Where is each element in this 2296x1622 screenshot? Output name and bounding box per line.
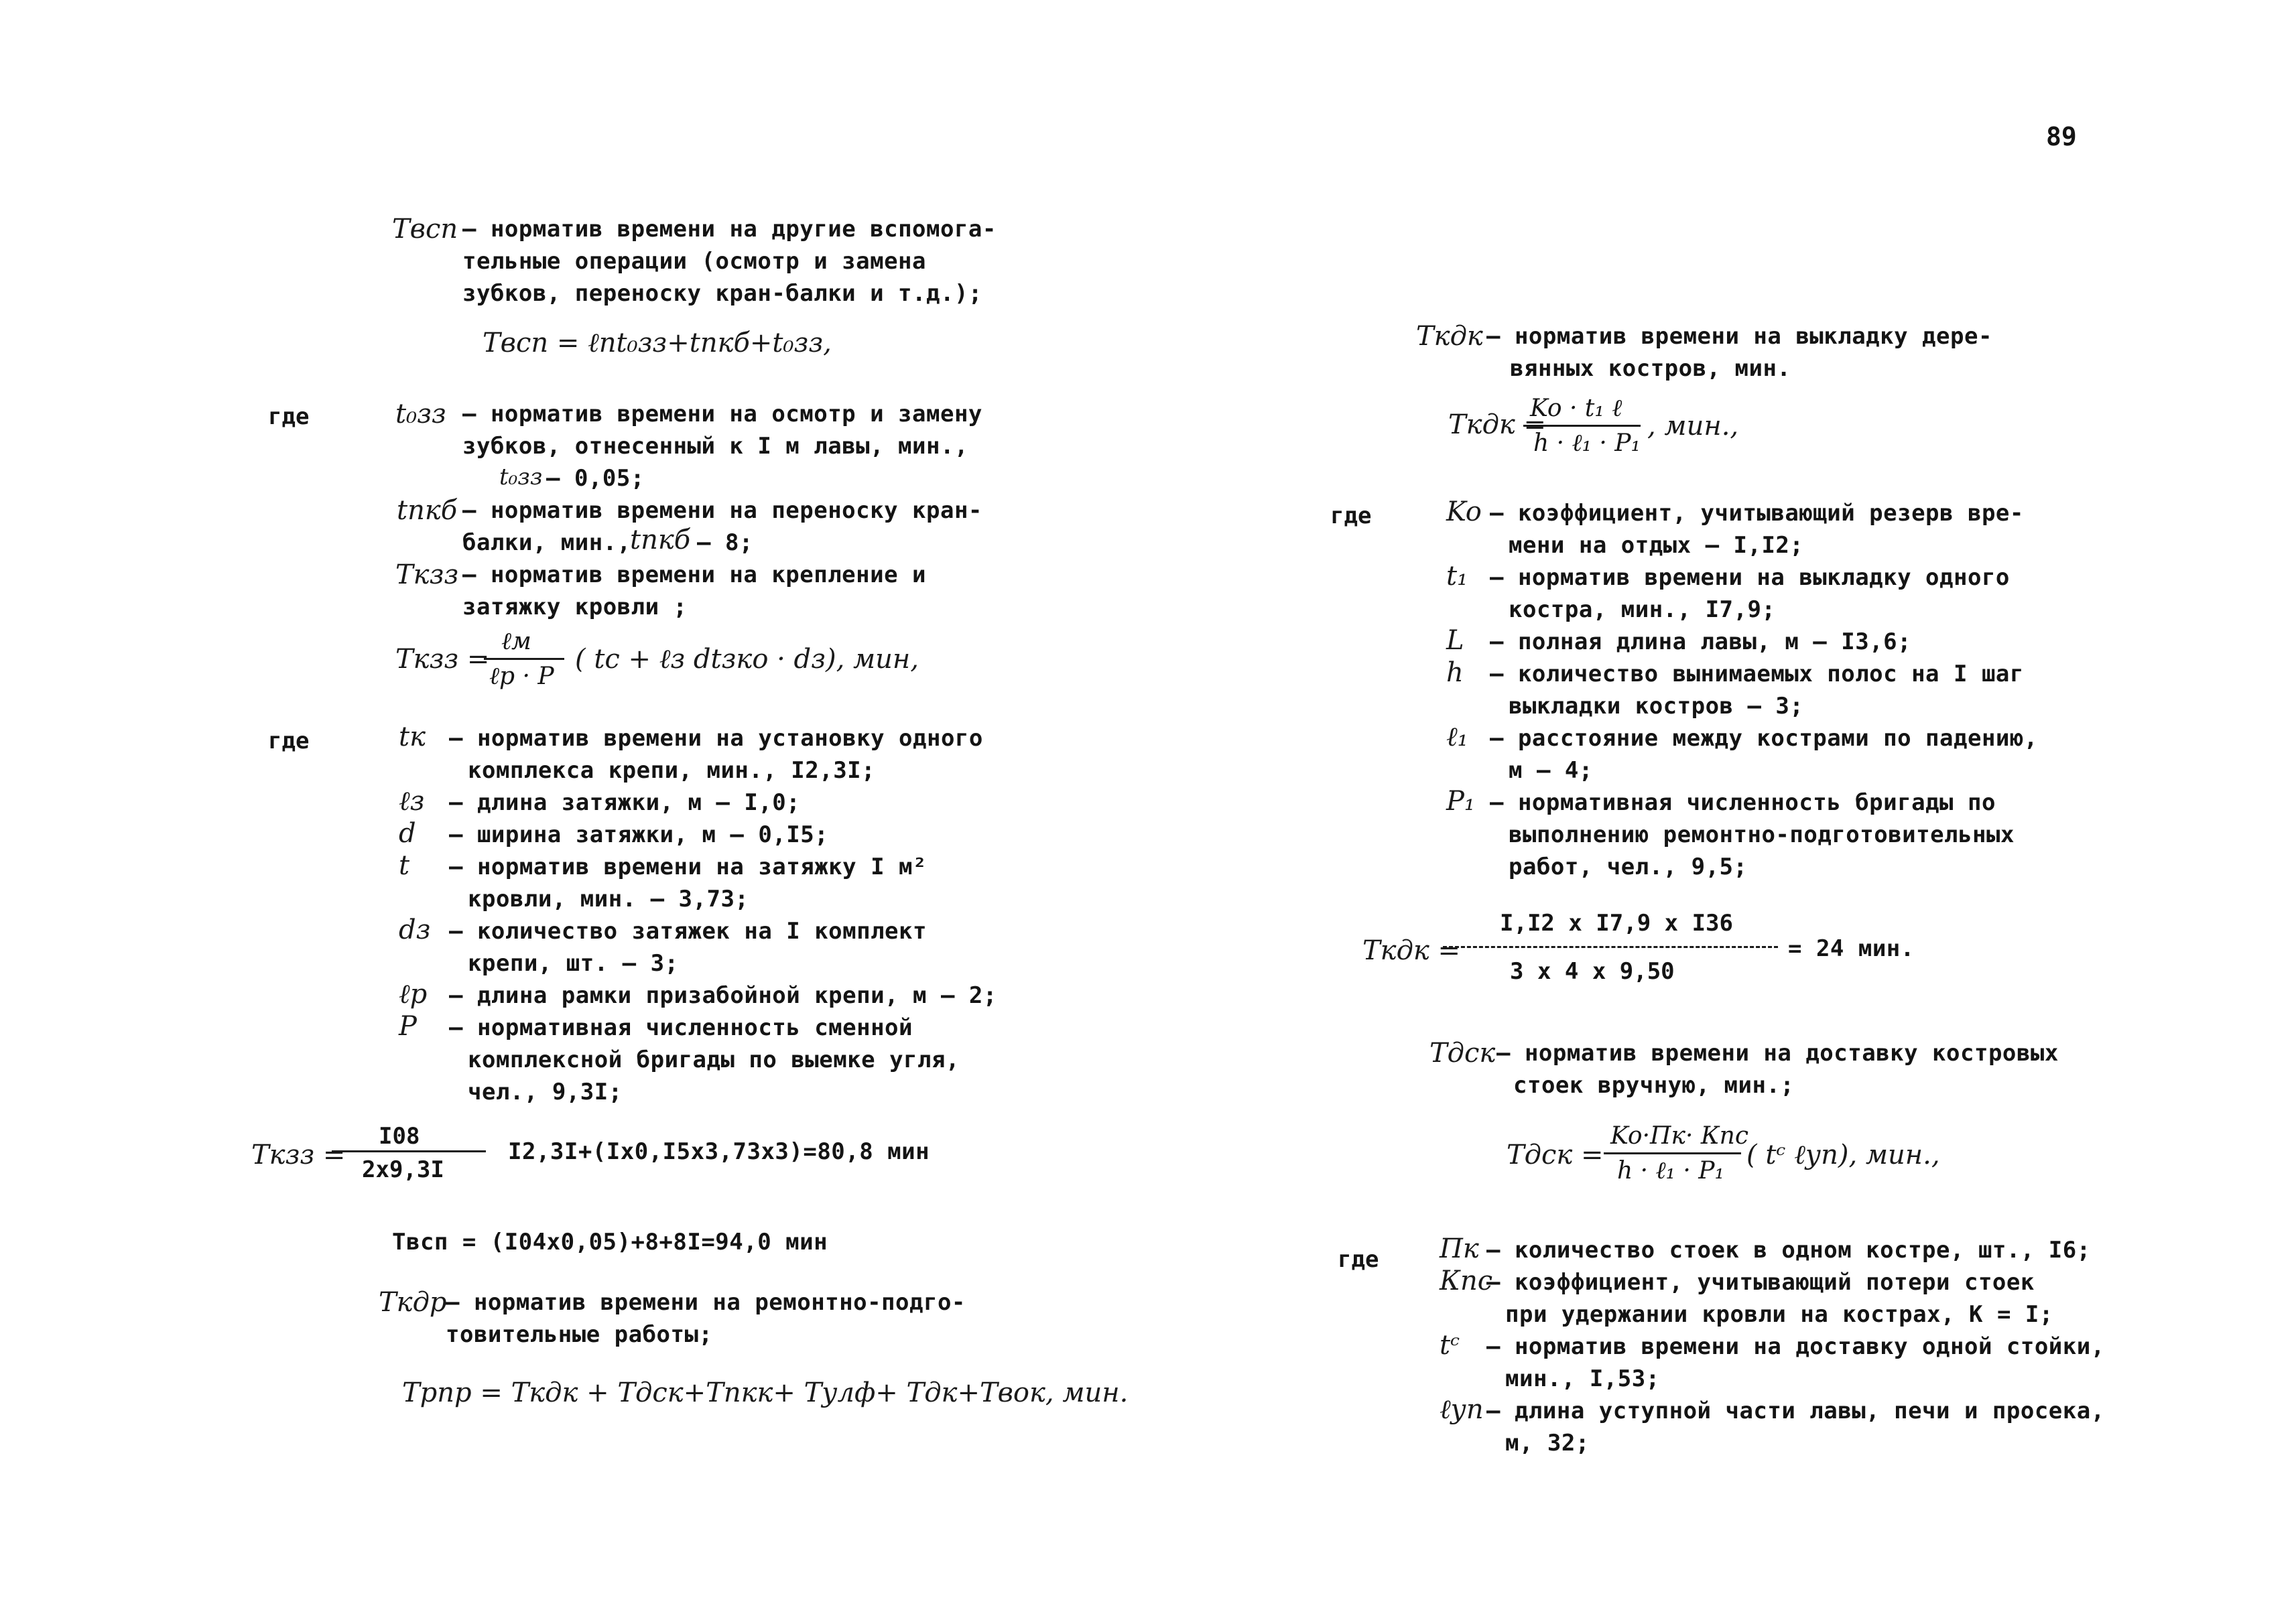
variable-symbol: P₁ [1446, 786, 1475, 817]
variable-definition-line: – полная длина лавы, м – I3,6; [1490, 628, 1912, 655]
variable-definition-line: мени на отдых – I,I2; [1509, 532, 1804, 559]
calc1-lhs: Tкзз = [251, 1140, 346, 1170]
tkzz-formula-fraction-bar [484, 658, 564, 660]
where-label-1: где [268, 403, 310, 430]
where-label-4: где [1338, 1246, 1379, 1273]
variable-symbol: tᶜ [1440, 1330, 1460, 1361]
tvsp-definition-line-2: тельные операции (осмотр и замена [462, 248, 927, 275]
calc-tkdk-lhs: Tкдк = [1362, 935, 1461, 966]
tpdr-formula: Tрпр = Tкдк + Tдск+Tпкк+ Tулф+ Tдк+Tвок, мин. [402, 1377, 1129, 1408]
variable-definition-line: костра, мин., I7,9; [1509, 596, 1776, 623]
variable-definition-line: – расстояние между кострами по падению, [1490, 725, 2038, 752]
variable-definition-line: чел., 9,3I; [468, 1079, 623, 1105]
variable-symbol: ℓз [399, 786, 425, 817]
variable-definition-line: – количество вынимаемых полос на I шаг [1490, 661, 2024, 687]
tkdk-formula-denominator: h · ℓ₁ · P₁ [1533, 429, 1641, 457]
right-page [1148, 0, 2296, 1622]
tkdr-symbol: Tкдр [379, 1287, 447, 1318]
tkdr-definition-line-1: – норматив времени на ремонтно-подго- [446, 1289, 966, 1316]
variable-definition-line: – длина рамки призабойной крепи, м – 2; [449, 982, 997, 1009]
variable-definition-line: комплексной бригады по выемке угля, [468, 1046, 960, 1073]
calc2-tvsp-result: Tвсп = (I04x0,05)+8+8I=94,0 мин [392, 1229, 828, 1256]
calc-tkdk-fraction-bar [1443, 946, 1778, 948]
t-ozz-value-symbol: t₀зз [499, 464, 543, 490]
calc-tkdk-denominator: 3 x 4 x 9,50 [1510, 958, 1675, 985]
tkzz-definition-line-1: – норматив времени на крепление и [462, 561, 927, 588]
tkzz-formula-numerator: ℓм [501, 628, 531, 655]
variable-symbol: ℓуп [1440, 1394, 1484, 1425]
variable-definition-line: выполнению ремонтно-подготовительных [1509, 821, 2015, 848]
tdsk-formula-denominator: h · ℓ₁ · P₁ [1617, 1157, 1724, 1185]
tdsk-formula-fraction-bar [1604, 1152, 1741, 1154]
variable-definition-line: – количество затяжек на I комплект [449, 918, 927, 945]
t-pkb-value: – 8; [697, 529, 753, 556]
tkzz-formula-lhs: Tкзз = [395, 644, 490, 675]
variable-definition-line: – ширина затяжки, м – 0,I5; [449, 821, 829, 848]
variable-definition-line: м, 32; [1505, 1430, 1590, 1457]
tkzz-formula-denominator: ℓр · P [489, 663, 554, 690]
tdsk-definition-line-2: стоек вручную, мин.; [1513, 1072, 1795, 1099]
variable-symbol: Ko [1446, 496, 1482, 527]
variable-definition-line: кровли, мин. – 3,73; [468, 886, 749, 913]
variable-symbol: h [1446, 657, 1464, 688]
t-ozz-value: – 0,05; [546, 465, 645, 492]
variable-definition-line: м – 4; [1509, 757, 1593, 784]
variable-symbol: P [399, 1011, 417, 1042]
variable-definition-line: – длина затяжки, м – I,0; [449, 789, 801, 816]
t-pkb-symbol: tпкб [397, 495, 458, 526]
tdsk-definition-line-1: – норматив времени на доставку костровых [1496, 1040, 2059, 1067]
variable-definition-line: работ, чел., 9,5; [1509, 854, 1748, 880]
tkdk-definition-line-1: – норматив времени на выкладку дере- [1486, 323, 1992, 350]
variable-definition-line: крепи, шт. – 3; [468, 950, 679, 977]
variable-symbol: Кпс [1440, 1266, 1493, 1296]
variable-definition-line: при удержании кровли на кострах, K = I; [1505, 1301, 2053, 1328]
variable-definition-line: – длина уступной части лавы, печи и просека, [1486, 1398, 2105, 1424]
variable-symbol: ℓ₁ [1446, 722, 1468, 752]
page-number: 89 [2046, 122, 2077, 151]
tvsp-formula: Tвсп = ℓnt₀зз+tпкб+t₀зз, [483, 328, 832, 358]
tkzz-definition-line-2: затяжку кровли ; [462, 594, 688, 620]
tkdk-formula-fraction-bar [1523, 425, 1641, 427]
tkzz-formula-rhs: ( tc + ℓз dtзко · dз), мин, [575, 644, 919, 675]
t-pkb-definition-line-2: балки, мин., [462, 529, 631, 556]
variable-symbol: t₁ [1446, 561, 1468, 592]
variable-definition-line: выкладки костров – 3; [1509, 693, 1804, 720]
calc1-fraction-bar [332, 1150, 486, 1152]
tkdk-definition-line-2: вянных костров, мин. [1510, 355, 1791, 382]
t-pkb-value-symbol: tпкб [630, 525, 691, 555]
variable-definition-line: комплекса крепи, мин., I2,3I; [468, 757, 876, 784]
variable-definition-line: – норматив времени на установку одного [449, 725, 983, 752]
tkzz-symbol: Tкзз [395, 559, 459, 590]
t-ozz-definition-line-2: зубков, отнесенный к I м лавы, мин., [462, 433, 968, 460]
variable-symbol: L [1446, 625, 1464, 656]
variable-symbol: ℓр [399, 979, 428, 1010]
tdsk-formula-numerator: Ko·Пк· Кпс [1610, 1122, 1749, 1150]
variable-definition-line: – коэффициент, учитывающий потери стоек [1486, 1269, 2035, 1296]
calc-tkdk-numerator: I,I2 x I7,9 x I36 [1500, 910, 1733, 937]
calc-tkdk-result: = 24 мин. [1788, 935, 1915, 962]
variable-symbol: d [399, 818, 416, 849]
tdsk-formula-rhs: ( tᶜ ℓуп), мин., [1746, 1140, 1940, 1170]
where-label-3: где [1330, 502, 1372, 529]
variable-definition-line: мин., I,53; [1505, 1365, 1660, 1392]
tkdk-symbol: Tкдк [1416, 321, 1483, 352]
variable-definition-line: – норматив времени на затяжку I м² [449, 854, 927, 880]
tvsp-definition-line-1: – норматив времени на другие вспомога- [462, 216, 997, 243]
tvsp-symbol: Tвсп [392, 214, 458, 245]
variable-symbol: Пк [1440, 1233, 1479, 1264]
calc1-denominator: 2x9,3I [362, 1156, 444, 1183]
calc1-rhs: I2,3I+(Ix0,I5x3,73x3)=80,8 мин [508, 1138, 930, 1165]
variable-symbol: tк [399, 722, 426, 752]
variable-definition-line: – нормативная численность сменной [449, 1014, 913, 1041]
variable-definition-line: – нормативная численность бригады по [1490, 789, 1996, 816]
tvsp-definition-line-3: зубков, переноску кран-балки и т.д.); [462, 280, 982, 307]
tdsk-symbol: Tдск [1429, 1038, 1496, 1069]
tkdk-formula-rhs: , мин., [1647, 411, 1739, 442]
variable-definition-line: – коэффициент, учитывающий резерв вре- [1490, 500, 2024, 527]
tkdk-formula-numerator: Ko · t₁ ℓ [1530, 395, 1622, 422]
tkdr-definition-line-2: товительные работы; [446, 1321, 713, 1348]
calc1-numerator: I08 [379, 1123, 420, 1150]
tkdk-formula-lhs: Tкдк = [1448, 409, 1547, 440]
t-pkb-definition-line-1: – норматив времени на переноску кран- [462, 497, 982, 524]
variable-symbol: dз [399, 915, 431, 945]
t-ozz-definition-line-1: – норматив времени на осмотр и замену [462, 401, 982, 427]
t-ozz-symbol: t₀зз [395, 399, 446, 429]
where-label-2: где [268, 728, 310, 754]
variable-definition-line: – количество стоек в одном костре, шт., I6; [1486, 1237, 2091, 1264]
tdsk-formula-lhs: Tдск = [1507, 1140, 1604, 1170]
variable-definition-line: – норматив времени на доставку одной стойки, [1486, 1333, 2105, 1360]
variable-symbol: t [399, 850, 410, 881]
variable-definition-line: – норматив времени на выкладку одного [1490, 564, 2010, 591]
